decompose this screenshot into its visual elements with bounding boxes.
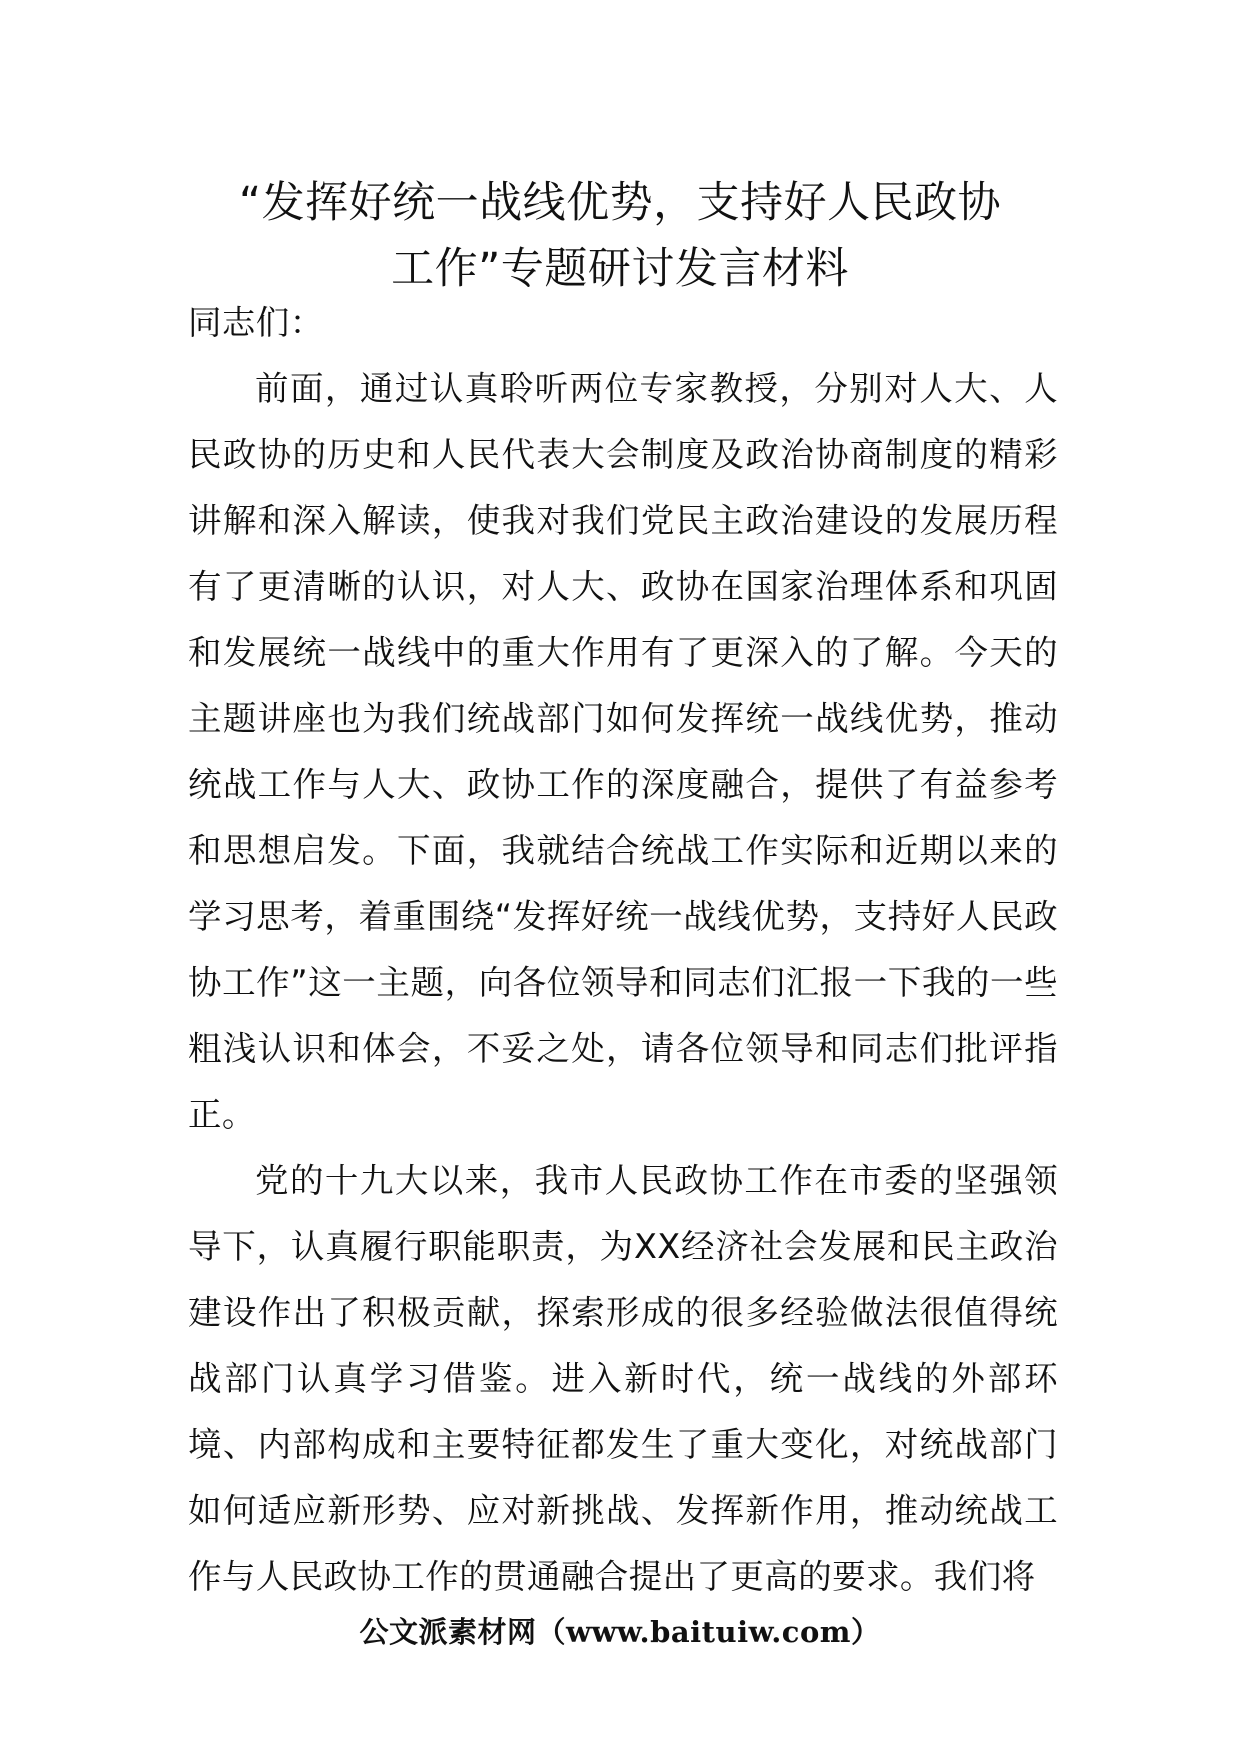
paragraph-2: 党的十九大以来，我市人民政协工作在市委的坚强领导下，认真履行职能职责，为XX经济社会发展和民主政治建设作出了积极贡献，探索形成的很多经验做法很值得统战部门认真学习借鉴。进入新时代，统一战线的外部环境、内部构成和主要特征都发生了重大变化，对统战部门如何适应新形势、应对新挑战、发挥新作用，推动统战工作与人民政协工作的贯通融合提出了更高的要求。我们将 [188,1161,1058,1596]
paragraph-1: 前面，通过认真聆听两位专家教授，分别对人大、人民政协的历史和人民代表大会制度及政治协商制度的精彩讲解和深入解读，使我对我们党民主政治建设的发展历程有了更清晰的认识，对人大、政协在国家治理体系和巩固和发展统一战线中的重大作用有了更深入的了解。今天的主题讲座也为我们统战部门如何发挥统一战线优势，推动统战工作与人大、政协工作的深度融合，提供了有益参考和思想启发。下面，我就结合统战工作实际和近期以来的学习思考，着重围绕“发挥好统一战线优势，支持好人民政协工作”这一主题，向各位领导和同志们汇报一下我的一些粗浅认识和体会，不妥之处，请各位领导和同志们批评指正。 [188,369,1058,1134]
document-title [150,170,1090,302]
title-line-1: “发挥好统一战线优势，支持好人民政协 [238,178,1002,228]
salutation: 同志们： [188,303,324,342]
footer-watermark: 公文派素材网（www.baituiw.com） [359,1615,881,1649]
document-body [188,290,1058,1610]
title-line-2: 工作”专题研讨发言材料 [391,244,849,294]
